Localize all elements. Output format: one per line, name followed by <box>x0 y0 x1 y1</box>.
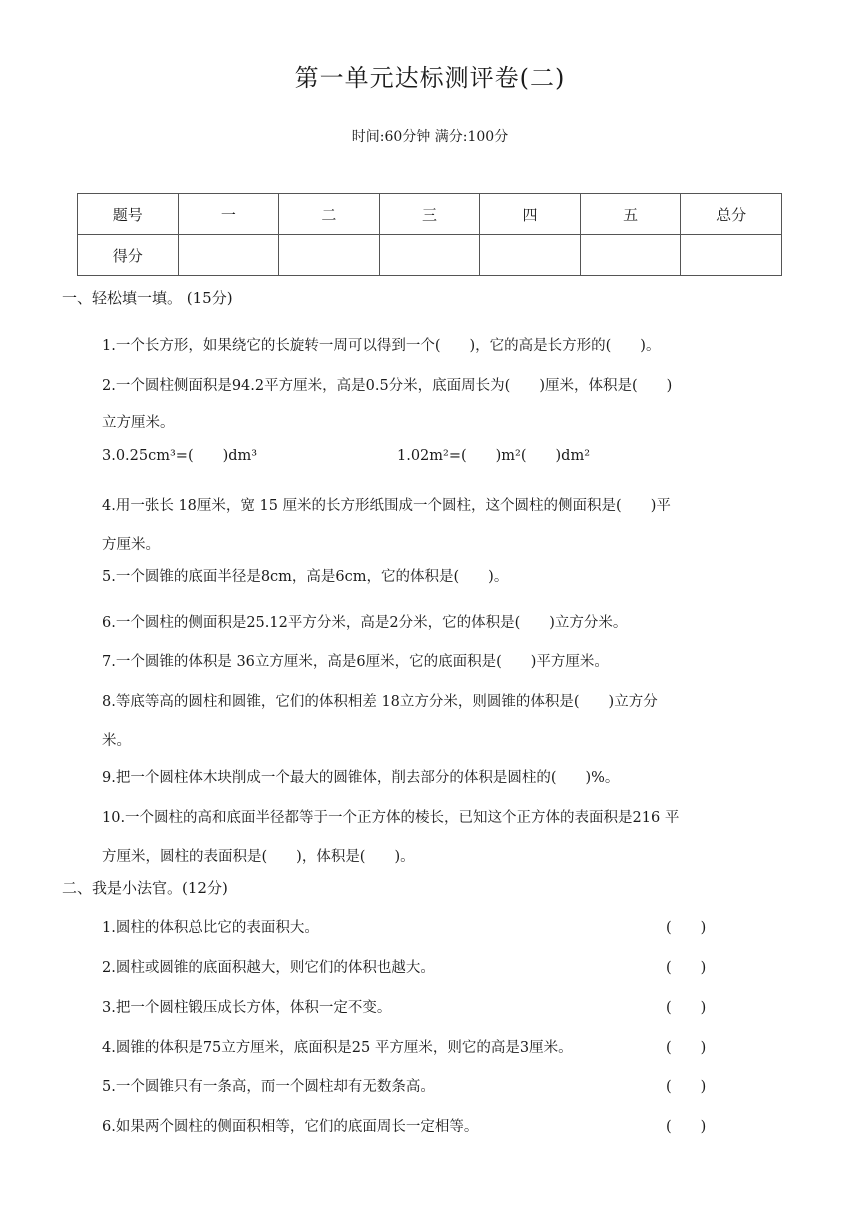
question-10-line2: 方厘米，圆柱的表面积是( )，体积是( )。 <box>102 849 415 865</box>
question-1: 1.一个长方形，如果绕它的长旋转一周可以得到一个( )，它的高是长方形的( )。 <box>102 338 661 354</box>
score-table-header: 题号 <box>78 194 179 235</box>
time-info: 时间:60分钟 满分:100分 <box>351 129 509 145</box>
judge-item: 2.圆柱或圆锥的底面积越大，则它们的体积也越大。 <box>102 960 435 976</box>
score-table-header: 四 <box>480 194 581 235</box>
score-cell[interactable] <box>681 235 782 276</box>
page-title: 第一单元达标测评卷(二) <box>294 64 566 92</box>
question-4-line1: 4.用一张长 18厘米，宽 15 厘米的长方形纸围成一个圆柱，这个圆柱的侧面积是( )平 <box>102 498 671 514</box>
question-10-line1: 10.一个圆柱的高和底面半径都等于一个正方体的棱长，已知这个正方体的表面积是216 平 <box>102 810 680 826</box>
judge-item: 6.如果两个圆柱的侧面积相等，它们的底面周长一定相等。 <box>102 1119 479 1135</box>
score-cell[interactable] <box>279 235 380 276</box>
question-3a: 3.0.25cm³=( )dm³ <box>102 448 258 464</box>
answer-paren[interactable]: ( ) <box>666 920 707 936</box>
judge-item: 3.把一个圆柱锻压成长方体，体积一定不变。 <box>102 1000 392 1016</box>
score-cell[interactable] <box>178 235 279 276</box>
question-7: 7.一个圆锥的体积是 36立方厘米，高是6厘米，它的底面积是( )平方厘米。 <box>102 654 609 670</box>
answer-paren[interactable]: ( ) <box>666 960 707 976</box>
question-5: 5.一个圆锥的底面半径是8cm，高是6cm，它的体积是( )。 <box>102 569 509 585</box>
section2-heading: 二、我是小法官。(12分) <box>62 879 228 897</box>
answer-paren[interactable]: ( ) <box>666 1079 707 1095</box>
score-cell[interactable] <box>580 235 681 276</box>
score-table <box>77 193 782 276</box>
section1-heading: 一、轻松填一填。 (15分) <box>62 289 233 307</box>
score-table-header: 三 <box>379 194 480 235</box>
question-6: 6.一个圆柱的侧面积是25.12平方分米，高是2分米，它的体积是( )立方分米。 <box>102 615 628 631</box>
score-cell[interactable] <box>480 235 581 276</box>
score-table-header: 总分 <box>681 194 782 235</box>
score-cell[interactable] <box>379 235 480 276</box>
score-row-label: 得分 <box>78 235 179 276</box>
judge-item: 4.圆锥的体积是75立方厘米，底面积是25 平方厘米，则它的高是3厘米。 <box>102 1040 573 1056</box>
score-table-header: 一 <box>178 194 279 235</box>
answer-paren[interactable]: ( ) <box>666 1040 707 1056</box>
question-2-line1: 2.一个圆柱侧面积是94.2平方厘米，高是0.5分米，底面周长为( )厘米，体积是( ) <box>102 378 673 394</box>
question-9: 9.把一个圆柱体木块削成一个最大的圆锥体，削去部分的体积是圆柱的( )%。 <box>102 770 620 786</box>
score-table-header: 五 <box>580 194 681 235</box>
judge-item: 5.一个圆锥只有一条高，而一个圆柱却有无数条高。 <box>102 1079 435 1095</box>
question-3b: 1.02m²=( )m²( )dm² <box>397 448 591 464</box>
question-8-line2: 米。 <box>102 733 131 749</box>
answer-paren[interactable]: ( ) <box>666 1119 707 1135</box>
score-table-header: 二 <box>279 194 380 235</box>
question-4-line2: 方厘米。 <box>102 537 160 553</box>
score-table-score-row <box>78 235 782 276</box>
question-2-line2: 立方厘米。 <box>102 415 175 431</box>
judge-item: 1.圆柱的体积总比它的表面积大。 <box>102 920 319 936</box>
score-table-header-row <box>78 194 782 235</box>
question-8-line1: 8.等底等高的圆柱和圆锥，它们的体积相差 18立方分米，则圆锥的体积是( )立方分 <box>102 694 658 710</box>
answer-paren[interactable]: ( ) <box>666 1000 707 1016</box>
